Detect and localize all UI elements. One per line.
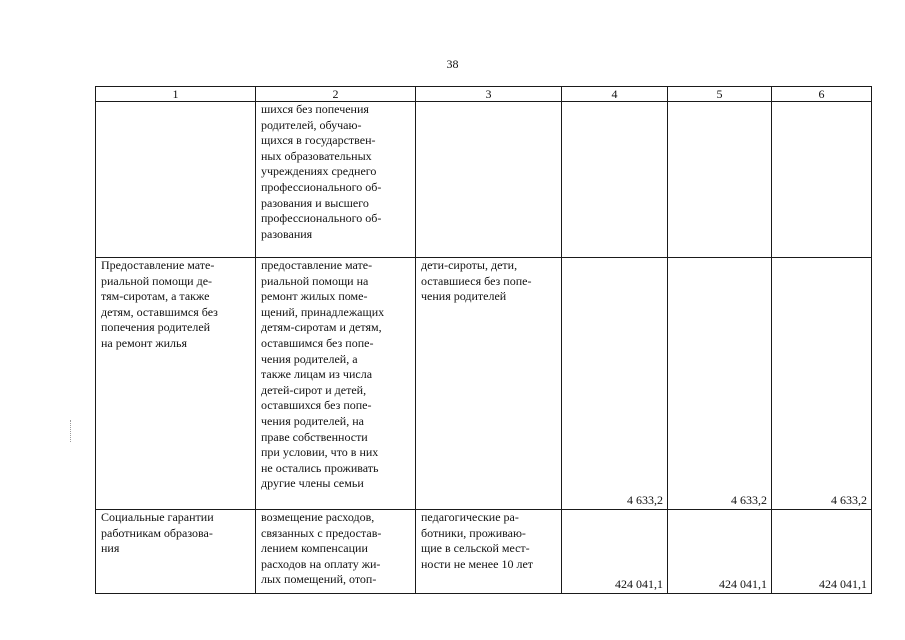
cell-amount-col5: 4 633,2 — [668, 258, 772, 510]
table-row — [96, 258, 872, 510]
cell-recipients: педагогические ра- ботники, проживаю- щие в сельской мест- ности не менее 10 лет — [416, 510, 562, 594]
cell-recipients: дети-сироты, дети, оставшиеся без попе- чения родителей — [416, 258, 562, 510]
table-row — [96, 102, 872, 258]
cell-program-name: Предоставление мате- риальной помощи де- тям-сиротам, а также детям, оставшимся без попечения родителей на ремонт жилья — [96, 258, 256, 510]
column-header-5: 5 — [668, 87, 772, 102]
table-row — [96, 510, 872, 594]
column-header-4: 4 — [562, 87, 668, 102]
column-header-1: 1 — [96, 87, 256, 102]
margin-scan-marks — [70, 420, 77, 442]
cell-amount-col5: 424 041,1 — [668, 510, 772, 594]
cell-amount-col5 — [668, 102, 772, 258]
cell-amount-col6: 4 633,2 — [772, 258, 872, 510]
cell-program-name — [96, 102, 256, 258]
cell-measure-description: предоставление мате- риальной помощи на ремонт жилых поме- щений, принадлежащих детям-сиротам и детям, оставшимся без попе- чения родителей, а также лицам из числа детей-сирот и детей, оставшихся без попе- чения родителей, на праве собственности при условии, что в них не остались проживать другие члены семьи — [256, 258, 416, 510]
column-header-3: 3 — [416, 87, 562, 102]
table-header-row — [96, 87, 872, 102]
cell-recipients — [416, 102, 562, 258]
cell-amount-col6: 424 041,1 — [772, 510, 872, 594]
cell-amount-col4 — [562, 102, 668, 258]
cell-measure-description: шихся без попечения родителей, обучаю- щихся в государствен- ных образовательных учреждениях среднего профессионального об- разования и высшего профессионального об- разования — [256, 102, 416, 258]
cell-amount-col6 — [772, 102, 872, 258]
cell-program-name: Социальные гарантии работникам образова- ния — [96, 510, 256, 594]
column-header-6: 6 — [772, 87, 872, 102]
cell-measure-description: возмещение расходов, связанных с предостав- лением компенсации расходов на оплату жи- лых помещений, отоп- — [256, 510, 416, 594]
column-header-2: 2 — [256, 87, 416, 102]
page-number: 38 — [446, 57, 459, 71]
cell-amount-col4: 4 633,2 — [562, 258, 668, 510]
cell-amount-col4: 424 041,1 — [562, 510, 668, 594]
budget-table — [95, 86, 872, 594]
